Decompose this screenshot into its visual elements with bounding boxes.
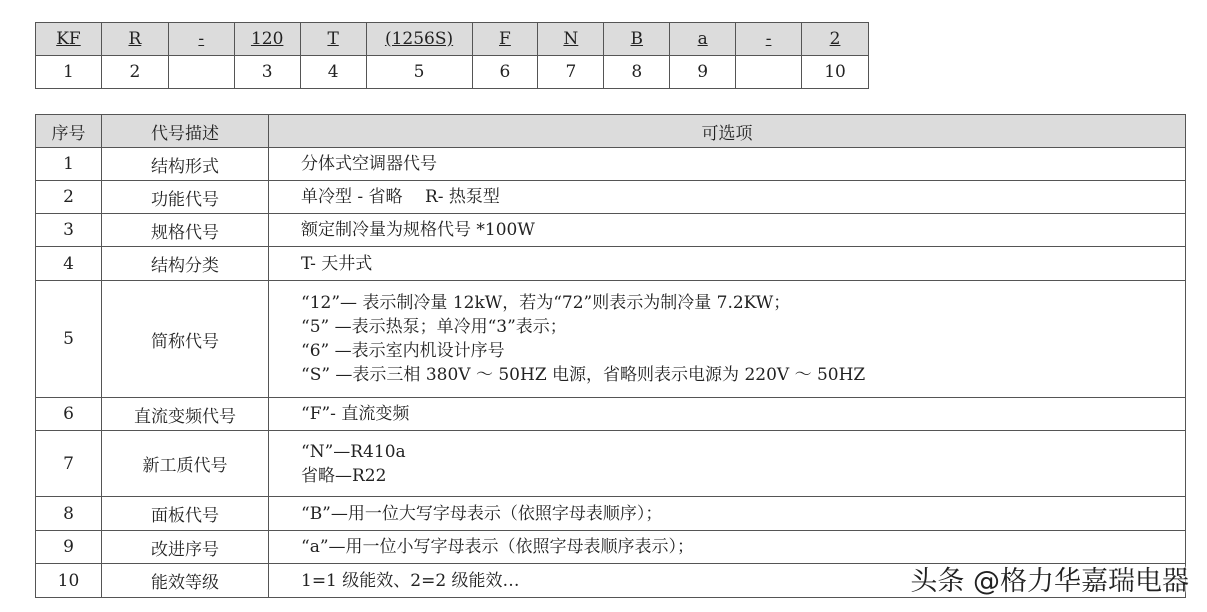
code-text: 120 — [250, 29, 284, 49]
header-name: 代号描述 — [102, 115, 269, 148]
code-cell — [472, 23, 538, 56]
row-no: 7 — [36, 431, 102, 497]
code-cell — [538, 23, 604, 56]
code-text: N — [563, 29, 579, 49]
row-name: 直流变频代号 — [102, 398, 269, 431]
option-line: “12”— 表示制冷量 12kW，若为“72”则表示为制冷量 7.2KW； — [301, 293, 791, 313]
code-cell — [802, 23, 869, 56]
index-cell: 7 — [538, 56, 604, 89]
row-no: 2 — [36, 181, 102, 214]
table-row — [36, 148, 1186, 181]
row-no: 8 — [36, 497, 102, 531]
option-line: 分体式空调器代号 — [301, 154, 437, 174]
row-name: 改进序号 — [102, 531, 269, 564]
code-description-table — [35, 114, 1186, 598]
row-name: 结构分类 — [102, 247, 269, 281]
watermark: 头条 @格力华嘉瑞电器 — [910, 566, 1189, 597]
table-row — [36, 281, 1186, 398]
option-line: 单冷型 - 省略 R- 热泵型 — [301, 187, 500, 207]
row-no: 9 — [36, 531, 102, 564]
row-no: 6 — [36, 398, 102, 431]
code-cell — [36, 23, 102, 56]
code-text: R — [128, 29, 142, 49]
option-line: T- 天井式 — [301, 253, 373, 274]
option-line: “N”—R410a — [301, 441, 406, 462]
code-text: T — [327, 29, 339, 49]
index-cell: 5 — [366, 56, 472, 89]
index-cell: 4 — [300, 56, 366, 89]
index-cell: 6 — [472, 56, 538, 89]
code-cell — [234, 23, 300, 56]
option-line: “F”- 直流变频 — [301, 404, 410, 424]
row-options — [269, 398, 1186, 431]
index-cell — [736, 56, 802, 89]
row-no: 10 — [36, 564, 102, 598]
row-options — [269, 247, 1186, 281]
option-line: “S” —表示三相 380V ～ 50HZ 电源，省略则表示电源为 220V ～ 50HZ — [301, 365, 866, 385]
option-line: 额定制冷量为规格代号 *100W — [301, 220, 535, 240]
code-text: - — [765, 29, 772, 49]
header-row — [36, 115, 1186, 148]
row-name: 规格代号 — [102, 214, 269, 247]
code-cell — [604, 23, 670, 56]
table-row — [36, 181, 1186, 214]
header-options: 可选项 — [269, 115, 1186, 148]
header-no: 序号 — [36, 115, 102, 148]
row-name: 面板代号 — [102, 497, 269, 531]
index-cell: 1 — [36, 56, 102, 89]
code-cell — [736, 23, 802, 56]
row-options — [269, 497, 1186, 531]
code-cell — [168, 23, 234, 56]
row-options — [269, 148, 1186, 181]
code-text: 2 — [829, 29, 841, 49]
row-no: 4 — [36, 247, 102, 281]
row-no: 1 — [36, 148, 102, 181]
index-cell: 3 — [234, 56, 300, 89]
row-options — [269, 214, 1186, 247]
code-text: (1256S) — [384, 29, 454, 49]
index-cell: 10 — [802, 56, 869, 89]
option-line: 1=1 级能效、2=2 级能效… — [301, 570, 520, 591]
row-options — [269, 281, 1186, 398]
code-text: F — [499, 29, 511, 49]
code-text: a — [697, 29, 708, 49]
row-options — [269, 181, 1186, 214]
code-cell — [670, 23, 736, 56]
model-code-table — [35, 22, 869, 89]
index-cell: 9 — [670, 56, 736, 89]
option-line: 省略—R22 — [301, 465, 387, 486]
row-name: 能效等级 — [102, 564, 269, 598]
option-line: “6” —表示室内机设计序号 — [301, 341, 505, 361]
code-text: - — [198, 29, 205, 49]
table-row — [36, 214, 1186, 247]
option-line: “B”—用一位大写字母表示（依照字母表顺序）； — [301, 503, 663, 524]
code-cell — [300, 23, 366, 56]
table-row — [36, 497, 1186, 531]
code-row — [36, 23, 869, 56]
code-text: B — [630, 29, 644, 49]
code-cell — [101, 23, 168, 56]
row-name: 新工质代号 — [102, 431, 269, 497]
table-row — [36, 431, 1186, 497]
option-line: “a”—用一位小写字母表示（依照字母表顺序表示）； — [301, 537, 695, 557]
index-cell: 8 — [604, 56, 670, 89]
row-no: 3 — [36, 214, 102, 247]
code-text: KF — [56, 29, 81, 49]
index-row — [36, 56, 869, 89]
table-row — [36, 398, 1186, 431]
row-name: 结构形式 — [102, 148, 269, 181]
index-cell: 2 — [101, 56, 168, 89]
row-options — [269, 431, 1186, 497]
row-name: 简称代号 — [102, 281, 269, 398]
code-cell — [366, 23, 472, 56]
index-cell — [168, 56, 234, 89]
row-name: 功能代号 — [102, 181, 269, 214]
table-row — [36, 247, 1186, 281]
row-no: 5 — [36, 281, 102, 398]
option-line: “5” —表示热泵；单冷用“3”表示； — [301, 317, 567, 337]
